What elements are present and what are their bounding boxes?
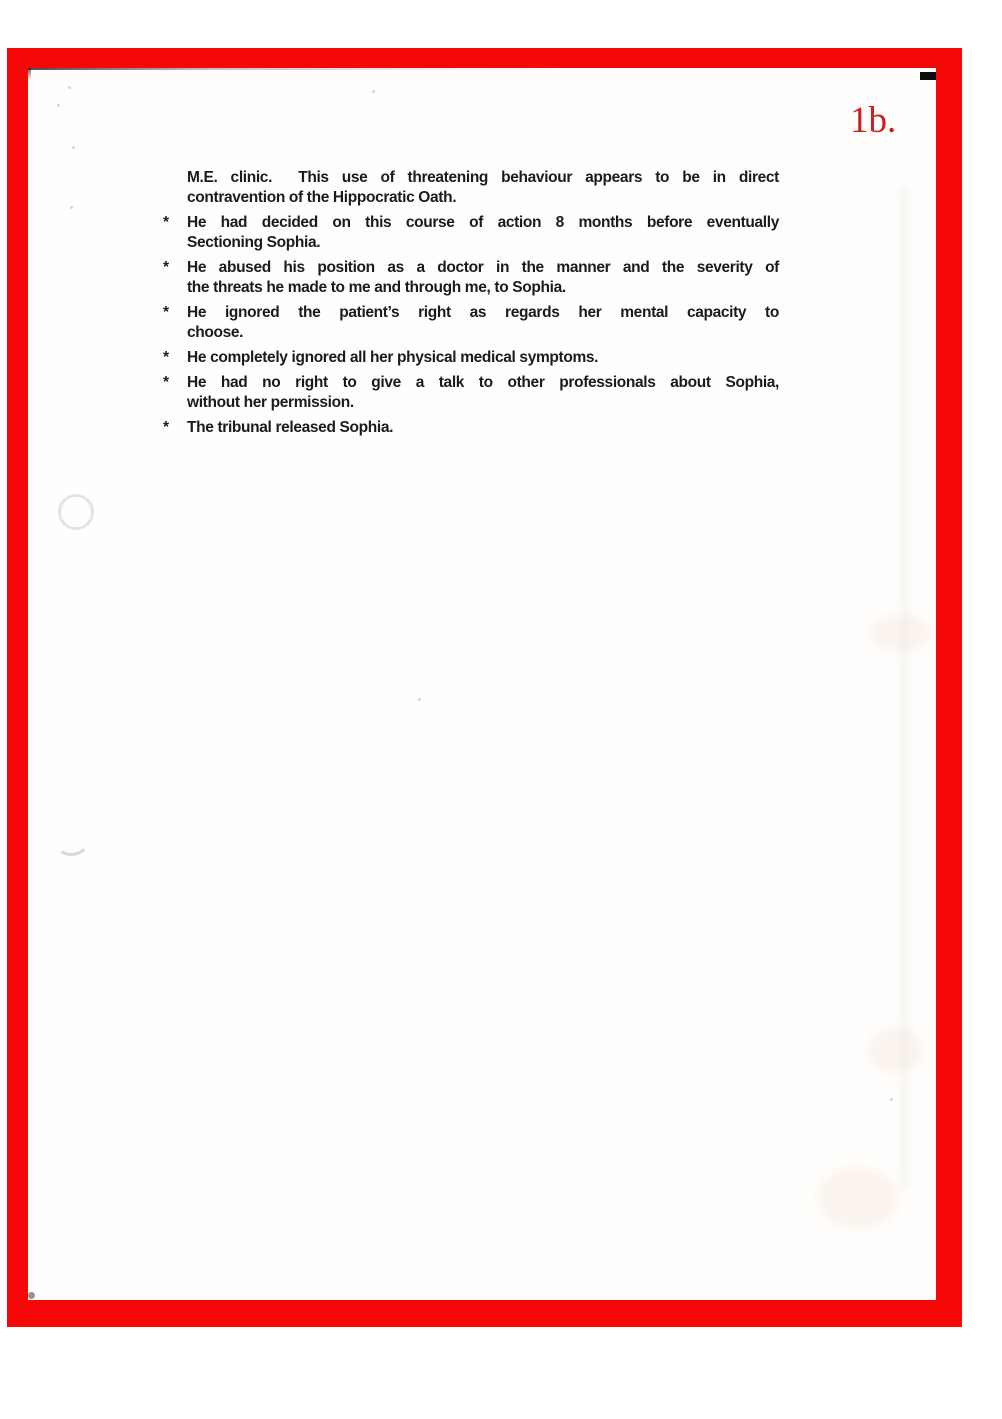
bullet-line: He abused his position as a doctor in the manner and the severity of xyxy=(187,259,779,276)
paragraph-line: M.E. clinic. This use of threatening behaviour appears to be in direct xyxy=(187,169,779,186)
bullet-item xyxy=(163,373,779,413)
scan-speck xyxy=(68,86,71,89)
red-border-frame xyxy=(7,48,962,1327)
asterisk-bullet-icon: * xyxy=(163,214,169,231)
asterisk-bullet-icon: * xyxy=(163,259,169,276)
bullet-item xyxy=(163,418,779,438)
paragraph-line: contravention of the Hippocratic Oath. xyxy=(187,189,457,206)
bullet-line: He completely ignored all her physical medical symptoms. xyxy=(187,349,599,366)
scan-speck xyxy=(890,1098,893,1101)
bullet-line: Sectioning Sophia. xyxy=(187,234,321,251)
scanned-page xyxy=(28,68,936,1300)
scanner-registration-mark xyxy=(920,72,936,80)
bullet-line: The tribunal released Sophia. xyxy=(187,419,394,436)
scan-speck xyxy=(70,206,73,209)
scan-blotch xyxy=(818,1168,898,1228)
scan-corner-shadow-bottom xyxy=(28,1292,35,1299)
punch-hole xyxy=(58,494,94,530)
document-text-column xyxy=(163,168,779,443)
bullet-line: without her permission. xyxy=(187,394,354,411)
scan-speck xyxy=(372,90,375,93)
scan-edge-shadow xyxy=(28,68,682,70)
bullet-line: the threats he made to me and through me, to Sophia. xyxy=(187,279,566,296)
punch-hole xyxy=(54,826,91,857)
bullet-item xyxy=(163,348,779,368)
asterisk-bullet-icon: * xyxy=(163,304,169,321)
bullet-line: choose. xyxy=(187,324,244,341)
bullet-item xyxy=(163,303,779,343)
scan-streak xyxy=(900,188,909,1188)
paragraph xyxy=(187,168,779,208)
bullet-line: He had no right to give a talk to other professionals about Sophia, xyxy=(187,374,779,391)
page-number-label: 1b. xyxy=(850,100,897,141)
scan-speck xyxy=(57,104,60,107)
scan-blotch xyxy=(868,1028,922,1072)
bullet-item xyxy=(163,213,779,253)
scan-corner-shadow xyxy=(28,68,31,80)
bullet-item xyxy=(163,258,779,298)
scan-speck xyxy=(72,146,75,149)
asterisk-bullet-icon: * xyxy=(163,374,169,391)
scan-speck xyxy=(418,698,421,701)
bullet-line: He ignored the patient’s right as regards her mental capacity to xyxy=(187,304,779,321)
asterisk-bullet-icon: * xyxy=(163,419,169,436)
bullet-line: He had decided on this course of action 8 months before eventually xyxy=(187,214,779,231)
asterisk-bullet-icon: * xyxy=(163,349,169,366)
